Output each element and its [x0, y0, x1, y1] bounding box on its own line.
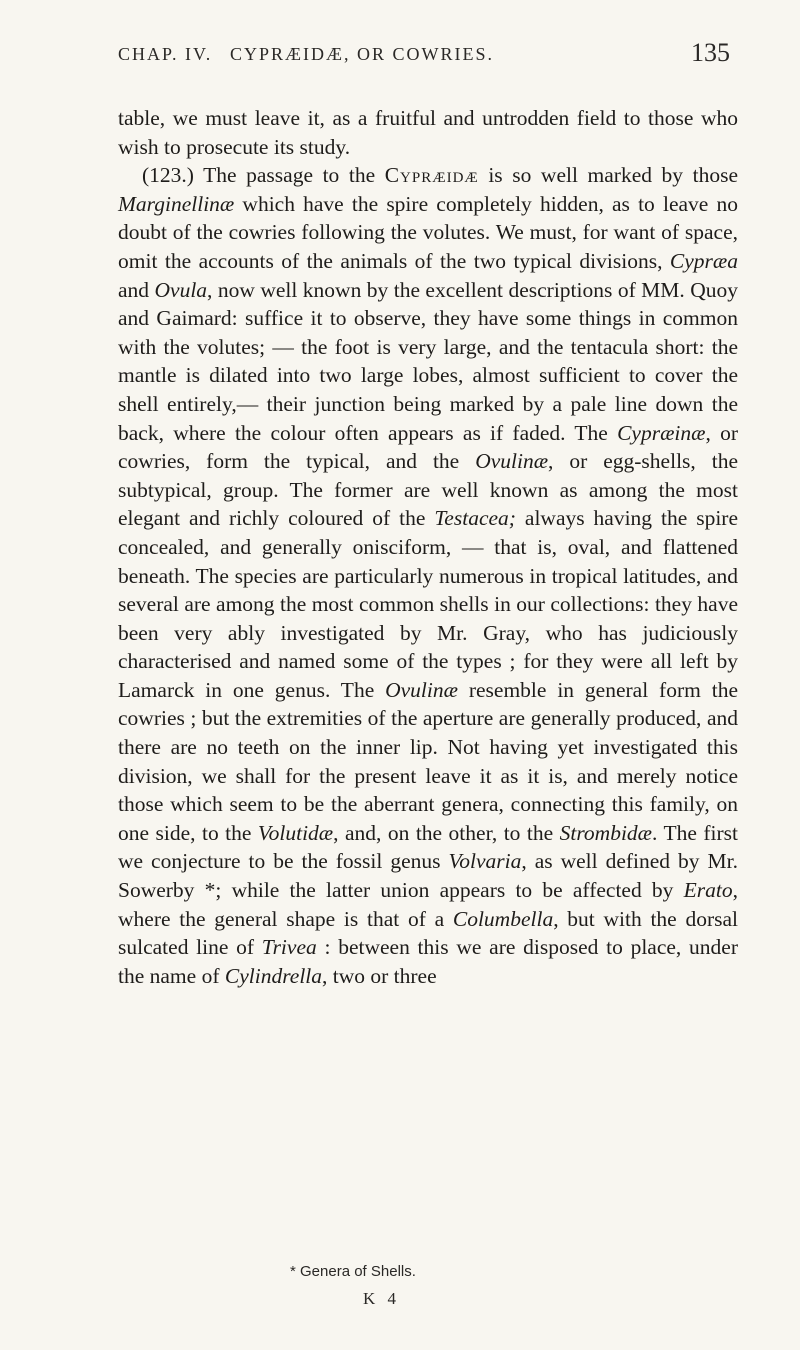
running-title: CYPRÆIDÆ, OR COWRIES. — [230, 44, 495, 64]
taxon-cypraeidae: Cypræidæ — [384, 163, 479, 188]
text-run: , as well defined by Mr. Sowerby *; while the latter union appears to be affected by — [118, 849, 738, 903]
taxon-volvaria: Volvaria — [448, 849, 522, 874]
text-run: , two or three — [322, 963, 437, 988]
text-run: , now well known by the excellent descriptions of MM. Quoy and Gaimard: suffice it to observe, they have some things in common with the volutes; — the foot is very large, and the tentacula short: the mantle is dilated into two large lobes, almost sufficient to cover the shell entirely,— their junction being marked by a pale line down the back, where the colour often appears as if faded. The — [118, 277, 739, 445]
text-run: resemble in general form the cowries ; but the extremities of the aperture are generally produced, and there are no teeth on the inner lip. Not having yet investigated this division, we shall for the present leave it as it is, and merely notice those which seem to be the aberrant genera, connecting this family, on one side, to the — [118, 677, 738, 845]
text-run: , and, on the other, to the — [333, 820, 560, 845]
taxon-erato: Erato — [683, 878, 733, 903]
text-run: always having the spire concealed, and generally onisciform, — that is, oval, and flattened beneath. The species are particularly numerous in tropical latitudes, and several are among the most common shells in our collections: they have been very ably investigated by Mr. Gray, who has judiciously characterised and named some of the types ; for they were all left by Lamarck in one genus. The — [118, 506, 738, 702]
running-header — [118, 38, 738, 84]
taxon-ovula: Ovula — [154, 277, 208, 302]
paragraph-continued: table, we must leave it, as a fruitful and untrodden field to those who wish to prosecute its study. — [118, 106, 738, 159]
section-number: (123.) — [142, 163, 194, 188]
chapter-label: CHAP. IV. — [118, 44, 213, 64]
text-run: . The first we conjecture to be the fossil genus — [118, 820, 738, 874]
taxon-cylindrella: Cylindrella — [224, 963, 323, 988]
text-run: , or egg-shells, the subtypical, group. The former are well known as among the most elegant and richly coloured of the — [118, 449, 738, 531]
text-run: , or cowries, form the typical, and the — [118, 420, 738, 474]
text-run: is so well marked by those — [478, 163, 739, 188]
taxon-volutidae: Volutidæ — [257, 820, 334, 845]
page-number: 135 — [691, 38, 730, 67]
taxon-strombidae: Strombidæ — [559, 820, 653, 845]
text-run: The passage to the — [193, 163, 385, 188]
taxon-trivea: Trivea — [261, 935, 317, 960]
text-run: , but with the dorsal sulcated line of — [118, 906, 738, 960]
footnote: * Genera of Shells. — [290, 1263, 416, 1280]
signature-mark: K 4 — [363, 1289, 401, 1308]
taxon-cypraea: Cypræa — [669, 248, 738, 273]
body-text — [118, 104, 738, 990]
text-run: and — [118, 277, 155, 302]
text-run: , where the general shape is that of a — [118, 878, 738, 931]
text-run: : between this we are disposed to place, under the name of — [118, 935, 738, 988]
taxon-columbella: Columbella — [452, 906, 554, 931]
taxon-marginellinae: Marginellinæ — [118, 191, 235, 216]
text-run: which have the spire completely hidden, as to leave no doubt of the cowries following the volutes. We must, for want of space, omit the accounts of the animals of the two typical divisions, — [118, 191, 738, 273]
taxon-cypraeinae: Cypræinæ — [617, 420, 706, 445]
taxon-testacea: Testacea; — [434, 506, 516, 531]
paragraph-123 — [118, 161, 738, 990]
taxon-ovulinae-2: Ovulinæ — [385, 677, 458, 702]
taxon-ovulinae: Ovulinæ — [475, 449, 549, 474]
